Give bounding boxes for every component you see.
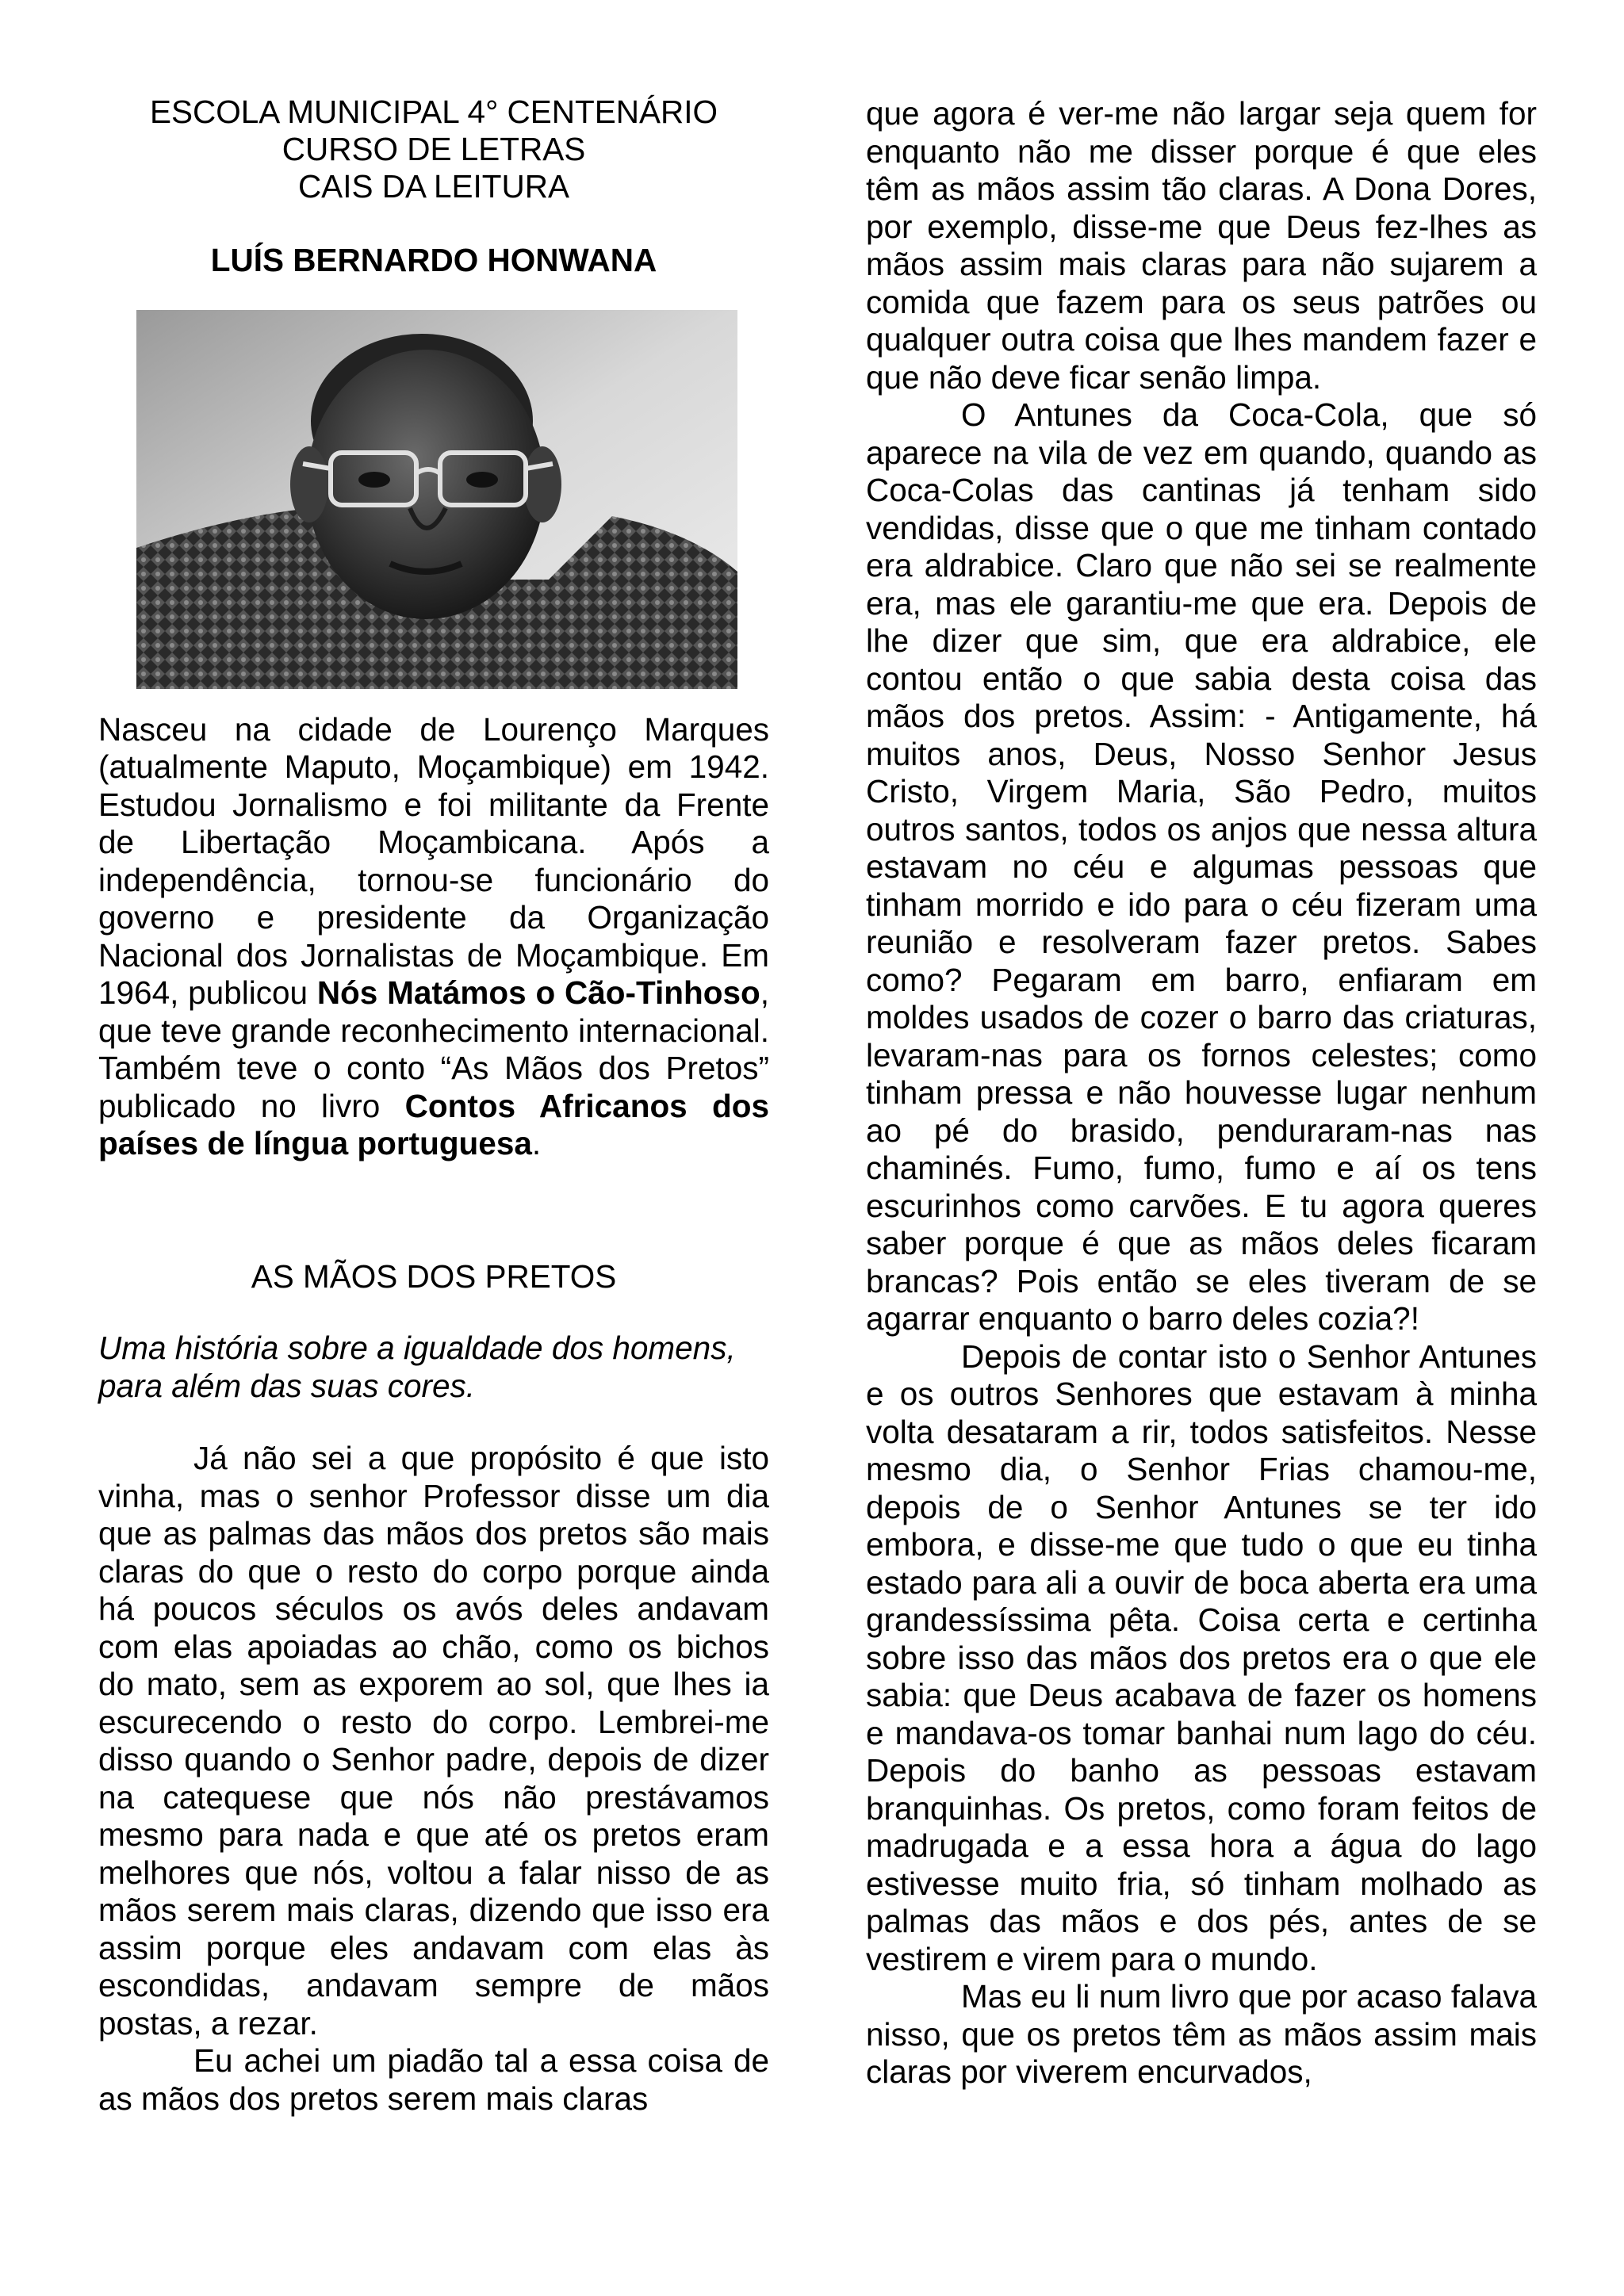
story-paragraph: Já não sei a que propósito é que isto vinha, mas o senhor Professor disse um dia que as palmas das mãos dos pretos são mais claras do que o resto do corpo porque ainda há poucos séculos os avós deles andavam com elas apoiadas ao chão, como os bichos do mato, sem as exporem ao sol, que lhes ia escurecendo o resto do corpo. Lembrei-me disso quando o Senhor padre, depois de dizer na catequese que nós não prestávamos mesmo para nada e que até os pretos eram melhores que nós, voltou a falar nisso de as mãos serem mais claras, dizendo que isso era assim porque eles andavam com elas às escondidas, andavam sempre de mãos postas, a rezar. — [98, 1440, 769, 2042]
bio-text-2: , que teve grande reconhecimento internacional. Também teve o conto “As Mãos dos Pretos” publicado no livro — [98, 974, 769, 1124]
document-header — [98, 94, 769, 205]
story-paragraph: Depois de contar isto o Senhor Antunes e os outros Senhores que estavam à minha volta desataram a rir, todos satisfeitos. Nesse mesmo dia, o Senhor Frias chamou-me, depois de o Senhor Antunes se ter ido embora, e disse-me que tudo o que eu tinha estado para ali a ouvir de boca aberta era uma grandessíssima pêta. Coisa certa e certinha sobre isso das mãos dos pretos era o que ele sabia: que Deus acabava de fazer os homens e mandava-os tomar banhai num lago do céu. Depois do banho as pessoas estavam branquinhas. Os pretos, como foram feitos de madrugada e a essa hora a água do lago estivesse muito fria, só tinham molhado as palmas das mãos e dos pés, antes de se vestirem e virem para o mundo. — [866, 1337, 1537, 1977]
author-portrait — [136, 310, 737, 689]
school-name: ESCOLA MUNICIPAL 4° CENTENÁRIO — [149, 94, 718, 130]
course-name: CURSO DE LETRAS — [282, 131, 586, 167]
story-paragraph-continued: que agora é ver-me não largar seja quem for enquanto não me disser porque é que eles têm as mãos assim tão claras. A Dona Dores, por exemplo, disse-me que Deus fez-lhes as mãos assim mais claras para não sujarem a comida que fazem para os seus patrões ou qualquer outra coisa que lhes mandem fazer e que não deve ficar senão limpa. — [866, 95, 1537, 396]
book-title-1: Nós Matámos o Cão-Tinhoso — [316, 974, 760, 1011]
story-subtitle: Uma história sobre a igualdade dos homens, para além das suas cores. — [98, 1330, 736, 1404]
story-title: AS MÃOS DOS PRETOS — [251, 1257, 617, 1295]
story-paragraph: O Antunes da Coca-Cola, que só aparece na vila de vez em quando, quando as Coca-Colas das cantinas já tenham sido vendidas, disse que o que me tinham contado era aldrabice. Claro que não sei se realmente era, mas ele garantiu-me que era. Depois de lhe dizer que sim, que era aldrabice, ele contou então o que sabia desta coisa das mãos dos pretos. Assim: - Antigamente, há muitos anos, Deus, Nosso Senhor Jesus Cristo, Virgem Maria, São Pedro, muitos outros santos, todos os anjos que nessa altura estavam no céu e algumas pessoas que tinham morrido e ido para o céu fizeram uma reunião e resolveram fazer pretos. Sabes como? Pegaram em barro, enfiaram em moldes usados de cozer o barro das criaturas, levaram-nas para os fornos celestes; como tinham pressa e não houvesse lugar nenhum ao pé do brasido, penduraram-nas nas chaminés. Fumo, fumo, fumo e aí os tens escurinhos como carvões. E tu agora queres saber porque é que as mãos deles ficaram brancas? Pois então se eles tiveram de se agarrar enquanto o barro deles cozia?! — [866, 396, 1537, 1337]
book-title-2: Contos Africanos dos países de língua portuguesa — [98, 1087, 770, 1161]
left-column — [98, 94, 769, 2118]
program-name: CAIS DA LEITURA — [297, 168, 570, 205]
story-paragraph: Eu achei um piadão tal a essa coisa de as mãos dos pretos serem mais claras — [98, 2042, 769, 2117]
story-paragraph: Mas eu li num livro que por acaso falava nisso, que os pretos têm as mãos assim mais claras por viverem encurvados, — [866, 1978, 1537, 2090]
author-bio — [98, 711, 769, 1163]
bio-text-1: Nasceu na cidade de Lourenço Marques (atualmente Maputo, Moçambique) em 1942. Estudou Jornalismo e foi militante da Frente de Libertação Moçambicana. Após a independência, tornou-se funcionário do governo e presidente da Organização Nacional dos Jornalistas de Moçambique. Em 1964, publicou — [98, 710, 769, 1011]
bio-text-3: . — [531, 1125, 542, 1161]
right-column — [866, 95, 1537, 2091]
author-name: LUÍS BERNARDO HONWANA — [210, 242, 657, 278]
story-left-text — [98, 1440, 769, 2118]
